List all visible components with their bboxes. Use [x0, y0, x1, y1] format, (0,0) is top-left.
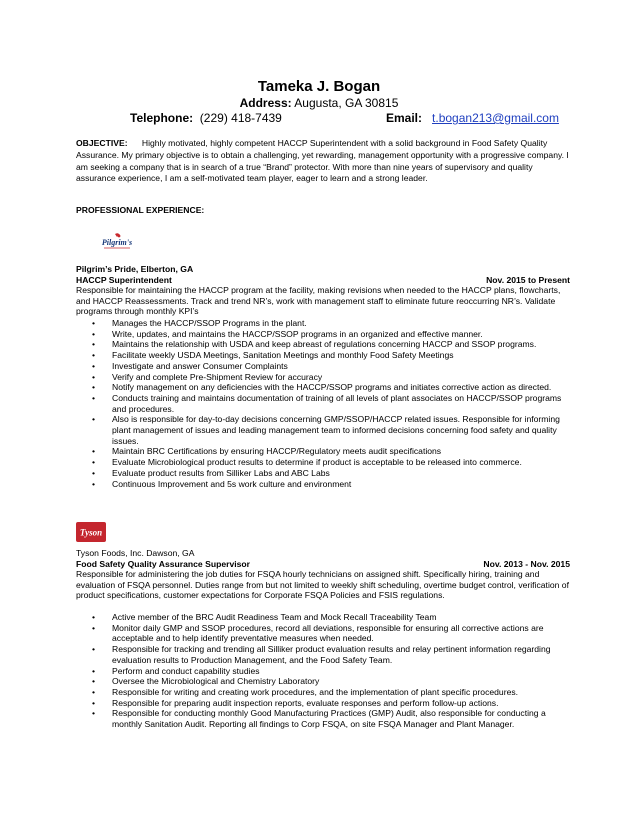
pilgrims-logo	[98, 232, 136, 254]
job-1-company: Pilgrim’s Pride, Elberton, GA	[76, 264, 194, 274]
tyson-logo	[76, 522, 106, 542]
list-item: • Evaluate product results from Silliker Labs and ABC Labs	[76, 468, 570, 479]
list-item: • Perform and conduct capability studies	[76, 666, 570, 677]
list-item: • Responsible for writing and creating work procedures, and the implementation of plant specific procedures.	[76, 687, 570, 698]
list-item: • Manages the HACCP/SSOP Programs in the plant.	[76, 318, 570, 329]
telephone-label: Telephone:	[130, 111, 194, 125]
list-item: • Continuous Improvement and 5s work culture and environment	[76, 479, 570, 490]
job-1-title-row	[76, 275, 570, 285]
job-2-dates: Nov. 2013 - Nov. 2015	[483, 559, 570, 569]
telephone-line	[130, 111, 282, 125]
candidate-name: Tameka J. Bogan	[257, 78, 381, 95]
list-item: • Responsible for conducting monthly Good Manufacturing Practices (GMP) Audit, also responsible for conducting a monthly Sanitation Audit. Reporting all findings to Corp FSQA, on site FSQA Manager and Plant Manager.	[76, 708, 570, 729]
address-label: Address:	[239, 96, 292, 110]
job-1-dates: Nov. 2015 to Present	[486, 275, 570, 285]
list-item: • Active member of the BRC Audit Readiness Team and Mock Recall Traceability Team	[76, 612, 570, 623]
job-1-summary: Responsible for maintaining the HACCP program at the facility, making revisions when needed to the HACCP plans, flowcharts, and HACCP Reassessments. Track and trend NR’s, work with management staff to eliminate future reoccurring NR’s. Validate programs through monthly KPI’s	[76, 285, 561, 317]
list-item: • Maintains the relationship with USDA and keep abreast of regulations concerning HACCP and SSOP programs.	[76, 339, 570, 350]
list-item: • Verify and complete Pre-Shipment Review for accuracy	[76, 372, 570, 383]
list-item: • Also is responsible for day-to-day decisions concerning GMP/SSOP/HACCP related issues. Responsible for informing plant management of issues and leading management team to informed decisions concerning food safety and quality issues.	[76, 414, 570, 446]
list-item: • Responsible for tracking and trending all Silliker product evaluation results and relay pertinent information regarding evaluation results to Production Management, and the Food Safety Team.	[76, 644, 570, 665]
email-line	[386, 111, 559, 125]
job-2-duties-list	[76, 612, 570, 730]
email-label: Email:	[386, 111, 423, 125]
list-item: • Notify management on any deficiencies with the HACCP/SSOP programs and initiates corrective action as directed.	[76, 382, 570, 393]
pilgrims-logo-text: Pilgrim's	[101, 238, 133, 247]
list-item: • Conducts training and maintains documentation of training of all levels of plant associates on HACCP/SSOP programs and procedures.	[76, 393, 570, 414]
list-item: • Facilitate weekly USDA Meetings, Sanitation Meetings and monthly Food Safety Meetings	[76, 350, 570, 361]
job-2-title-row	[76, 559, 570, 569]
list-item: • Evaluate Microbiological product results to determine if product is acceptable to be released into commerce.	[76, 457, 570, 468]
experience-heading: PROFESSIONAL EXPERIENCE:	[76, 205, 205, 215]
objective-text: Highly motivated, highly competent HACCP Superintendent with a solid background in Food Safety Quality Assurance. My primary objective is to obtain a challenging, yet rewarding, management opportunity with a progressive company. I am seeking a company that is in search of a true “Brand” protector. With more than nine years of supervisory and quality assurance experience, I am a self-motivated team player, eager to learn and a strong leader.	[76, 138, 569, 184]
job-2-title: Food Safety Quality Assurance Supervisor	[76, 559, 250, 569]
job-1-duties-list	[76, 318, 570, 489]
objective-label: OBJECTIVE:	[76, 138, 128, 148]
list-item: • Investigate and answer Consumer Complaints	[76, 361, 570, 372]
list-item: • Write, updates, and maintains the HACCP/SSOP programs in an organized and effective manner.	[76, 329, 570, 340]
address-line	[0, 96, 638, 110]
address-value: Augusta, GA 30815	[294, 96, 399, 110]
telephone-value: (229) 418-7439	[199, 111, 282, 125]
email-link[interactable]: t.bogan213@gmail.com	[432, 111, 559, 125]
list-item: • Oversee the Microbiological and Chemistry Laboratory	[76, 676, 570, 687]
list-item: • Maintain BRC Certifications by ensuring HACCP/Regulatory meets audit specifications	[76, 446, 570, 457]
job-2-summary: Responsible for administering the job duties for FSQA hourly technicians on assigned shift. Specifically hiring, training and evaluation of FSQA personnel. Duties range from but not limited to weekly shift scheduling, overtime budget control, verification of product specifications, customer expectations for Corporate FSQA Policies and FSIS regulations.	[76, 569, 569, 601]
objective-section	[76, 138, 570, 185]
job-2-company: Tyson Foods, Inc. Dawson, GA	[76, 548, 195, 558]
list-item: • Responsible for preparing audit inspection reports, evaluate responses and perform follow-up actions.	[76, 698, 570, 709]
tyson-logo-text: Tyson	[79, 527, 103, 538]
list-item: • Monitor daily GMP and SSOP procedures, record all deviations, responsible for ensuring all corrective actions are acceptable and to help identify preventative measures when needed.	[76, 623, 570, 644]
job-1-title: HACCP Superintendent	[76, 275, 172, 285]
